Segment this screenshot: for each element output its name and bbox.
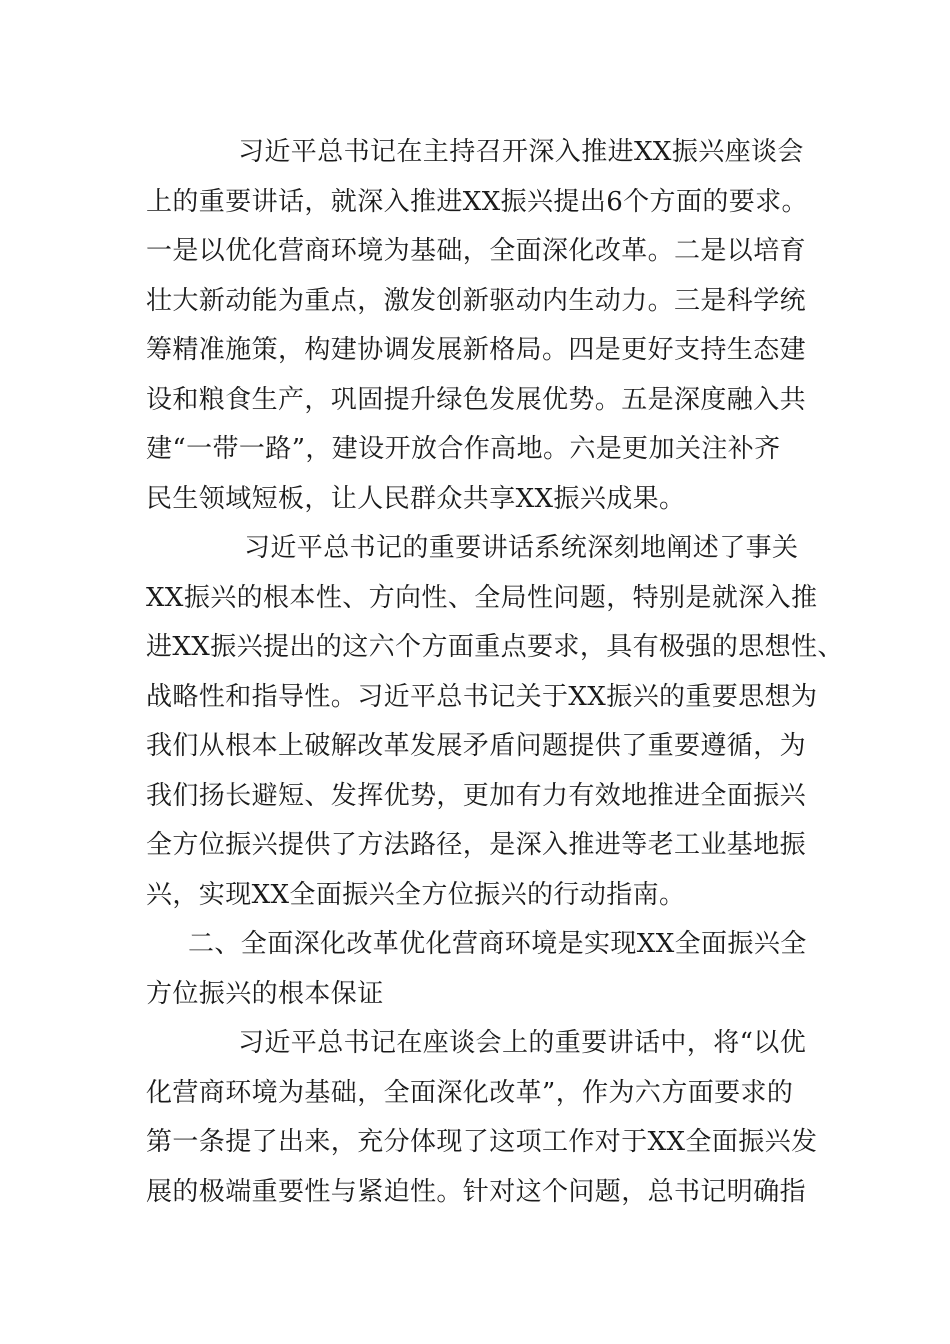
heading-line: 方位振兴的根本保证 xyxy=(146,978,384,1009)
text-line: 全方位振兴提供了方法路径，是深入推进等老工业基地振 xyxy=(146,830,807,860)
text-line: 上的重要讲话，就深入推进XX振兴提出6个方面的要求。 xyxy=(146,186,808,217)
text-line: 化营商环境为基础，全面深化改革”，作为六方面要求的 xyxy=(146,1077,794,1108)
text-line: 习近平总书记的重要讲话系统深刻地阐述了事关 xyxy=(244,533,799,563)
text-line: 建“一带一路”，建设开放合作高地。六是更加关注补齐 xyxy=(146,434,781,464)
text-line: 设和粮食生产，巩固提升绿色发展优势。五是深度融入共 xyxy=(146,384,807,415)
text-line: 习近平总书记在座谈会上的重要讲话中，将“以优 xyxy=(238,1028,807,1058)
text-line: 进XX振兴提出的这六个方面重点要求，具有极强的思想性、 xyxy=(146,632,844,662)
heading-line: 二、全面深化改革优化营商环境是实现XX全面振兴全 xyxy=(188,929,807,959)
text-line: 展的极端重要性与紧迫性。针对这个问题，总书记明确指 xyxy=(146,1176,807,1207)
text-line: 兴，实现XX全面振兴全方位振兴的行动指南。 xyxy=(146,879,686,910)
text-line: 筹精准施策，构建协调发展新格局。四是更好支持生态建 xyxy=(146,335,807,365)
text-line: 壮大新动能为重点，激发创新驱动内生动力。三是科学统 xyxy=(146,285,807,316)
text-line: 第一条提了出来，充分体现了这项工作对于XX全面振兴发 xyxy=(146,1127,818,1157)
document-body xyxy=(146,128,844,1217)
text-line: 习近平总书记在主持召开深入推进XX振兴座谈会 xyxy=(238,137,804,167)
text-line: 民生领域短板，让人民群众共享XX振兴成果。 xyxy=(146,483,686,514)
text-line: 战略性和指导性。习近平总书记关于XX振兴的重要思想为 xyxy=(146,681,818,712)
paragraph-1 xyxy=(146,128,836,524)
text-line: 一是以优化营商环境为基础，全面深化改革。二是以培育 xyxy=(146,236,807,266)
section-heading-2 xyxy=(146,920,836,1019)
text-line: 我们从根本上破解改革发展矛盾问题提供了重要遵循，为 xyxy=(146,731,807,761)
paragraph-3 xyxy=(146,1019,836,1217)
text-line: 我们扬长避短、发挥优势，更加有力有效地推进全面振兴 xyxy=(146,780,807,811)
paragraph-2 xyxy=(146,524,844,920)
text-line: XX振兴的根本性、方向性、全局性问题，特别是就深入推 xyxy=(146,582,818,613)
